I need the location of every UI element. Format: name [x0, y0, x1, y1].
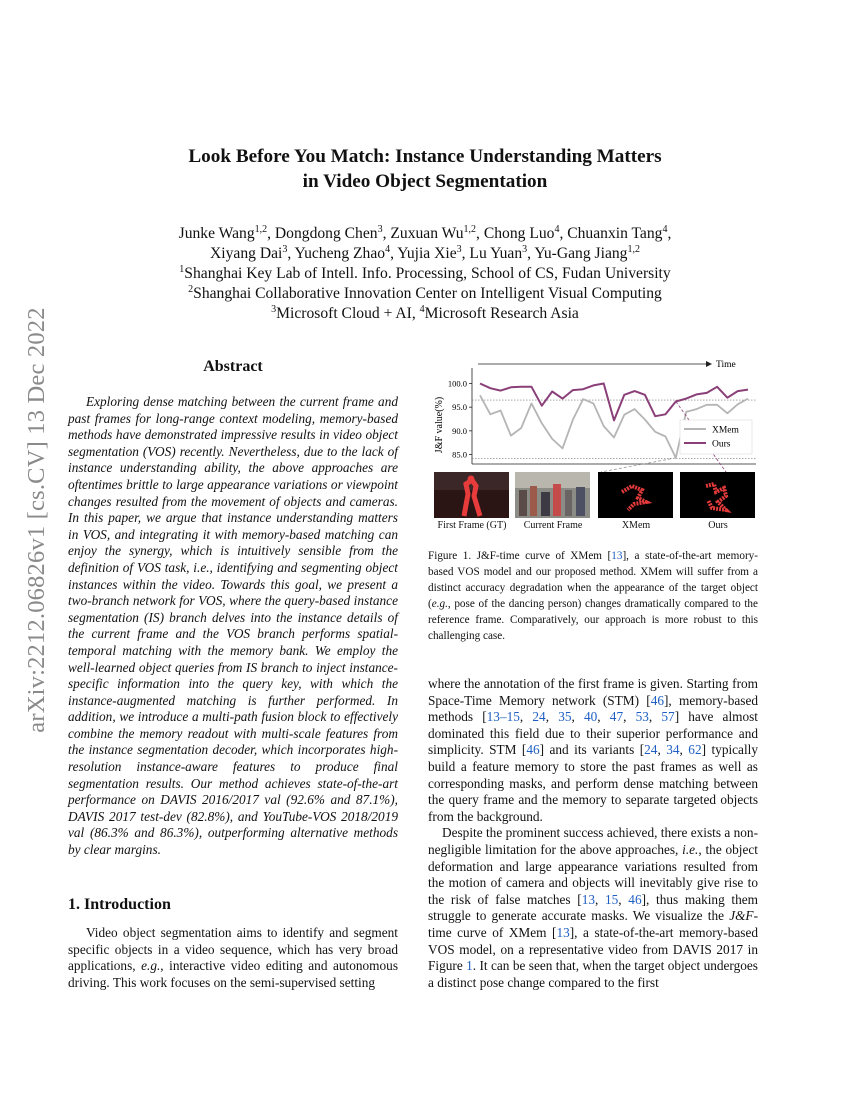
- affil-number: 1: [179, 264, 185, 275]
- pointer-xmem: [601, 458, 676, 472]
- text-run: e.g.: [431, 598, 448, 610]
- label-first-frame: First Frame (GT): [437, 520, 507, 531]
- text-run: Despite the prominent success achieved, there exists a non-negligible limitation for the above approaches,: [428, 825, 758, 857]
- author-name: , Chong Luo: [476, 225, 555, 242]
- text-run: Figure 1. J&F-time curve of XMem [: [428, 550, 612, 562]
- text-run: ], memory-based methods [: [428, 692, 759, 725]
- text-run: ,: [597, 709, 610, 725]
- affil-text: Shanghai Collaborative Innovation Center on Intelligent Visual Computing: [193, 285, 662, 302]
- time-arrow-head: [706, 361, 712, 367]
- citation-link[interactable]: 24: [644, 742, 658, 758]
- citation-link[interactable]: 46: [650, 692, 664, 708]
- citation-link[interactable]: 13: [556, 924, 570, 940]
- author-affil: 1,2: [254, 224, 268, 235]
- thumb-current-frame: [515, 472, 590, 518]
- affil-number: 2: [188, 284, 194, 295]
- citation-link[interactable]: 57: [661, 709, 675, 725]
- title-line-2: in Video Object Segmentation: [302, 171, 548, 192]
- intro-paragraph: [68, 925, 398, 991]
- author-name: , Dongdong Chen: [267, 225, 378, 242]
- affil-number: 3: [271, 304, 277, 315]
- text-run: e.g.: [141, 958, 161, 974]
- title-line-1: Look Before You Match: Instance Understanding Matters: [188, 146, 662, 167]
- thumb-ours: [680, 472, 755, 518]
- arxiv-stamp: [22, 290, 52, 750]
- text-run: where the annotation of the first frame is given. Starting from Space-Time Memory network (STM) [: [428, 676, 758, 708]
- abstract-body: Exploring dense matching between the current frame and past frames for long-range context modeling, memory-based methods have demonstrated impressive results in video object segmentation (VOS) recently. Nevertheless, due to the lack of instance understanding ability, the above approaches are oftentimes brittle to large appearance variations or viewpoint changes resulted from the movement of objects and cameras. In this paper, we argue that instance understanding matters in VOS, and integrating it with memory-based matching can enjoy the synergy, which is intuitively sensible from the definition of VOS task, i.e., identifying and segmenting object instances within the video. Towards this goal, we present a two-branch network for VOS, where the query-based instance segmentation (IS) branch delves into the instance details of the current frame and the VOS branch performs spatial-temporal matching with the memory bank. We employ the well-learned object queries from IS branch to inject instance-specific information into the query key, with which the instance-augmented matching is further performed. In addition, we introduce a multi-path fusion block to effectively combine the memory readout with multi-scale features from the instance segmentation decoder, which incorporates high-resolution instance-aware features to produce final segmentation results. Our method achieves state-of-the-art performance on DAVIS 2016/2017 val (92.6% and 87.1%), DAVIS 2017 test-dev (82.8%), and YouTube-VOS 2018/2019 val (86.3% and 86.3%), outperforming alternative methods by clear margins.: [68, 394, 398, 858]
- author-affil: 4: [554, 224, 560, 235]
- author-affil: 4: [385, 244, 391, 255]
- text-run: . It can be seen that, when the target object undergoes a distinct pose change compared to the first: [428, 958, 758, 990]
- y-tick-label: 85.0: [452, 449, 467, 460]
- author-name: , Yu-Gang Jiang: [527, 245, 628, 262]
- author-affil: 3: [282, 244, 288, 255]
- affiliation-1: [90, 264, 760, 284]
- text-run: ,: [545, 709, 559, 725]
- affiliation-2: [90, 284, 760, 304]
- author-affil: 4: [662, 224, 668, 235]
- author-name: , Lu Yuan: [461, 245, 523, 262]
- text-run: ,: [595, 891, 605, 907]
- affil-text: Microsoft Cloud + AI,: [276, 305, 420, 322]
- crowd-figure: [576, 487, 585, 516]
- text-run: ], a state-of-the-art memory-based VOS model and our proposed method. XMem will suffer from a distinct accuracy degradation when the appearance of the target object (: [428, 550, 758, 610]
- chart-plot: [434, 360, 756, 472]
- label-current-frame: Current Frame: [523, 520, 583, 531]
- figure-1-caption: [428, 548, 758, 644]
- author-name: Xiyang Dai: [210, 245, 283, 262]
- citation-link[interactable]: 13: [581, 891, 595, 907]
- crowd-figure: [519, 490, 527, 516]
- author-affil: 3: [456, 244, 462, 255]
- citation-link[interactable]: 62: [688, 742, 702, 758]
- paragraph: [428, 825, 758, 991]
- series-line-ours: [480, 384, 748, 421]
- author-line-2: [90, 244, 760, 264]
- author-affil: 3: [377, 224, 383, 235]
- thumb-bg: [598, 472, 673, 518]
- affiliation-3: [90, 304, 760, 324]
- thumb-xmem: [598, 472, 673, 518]
- citation-link[interactable]: 15: [605, 891, 619, 907]
- author-block: [90, 224, 760, 324]
- citation-link[interactable]: 35: [558, 709, 572, 725]
- citation-link[interactable]: 47: [609, 709, 624, 725]
- author-name: Junke Wang: [178, 225, 255, 242]
- text-run: ] and its variants [: [539, 742, 645, 758]
- legend-label: Ours: [712, 439, 731, 450]
- text-run: ,: [648, 709, 662, 725]
- figure-link[interactable]: 1: [466, 958, 473, 974]
- citation-link[interactable]: 46: [526, 742, 540, 758]
- text-run: ,: [519, 709, 533, 725]
- author-name: , Yujia Xie: [390, 245, 457, 262]
- abstract-heading: Abstract: [203, 358, 263, 375]
- label-xmem: XMem: [621, 520, 651, 531]
- citation-link[interactable]: 46: [628, 891, 642, 907]
- citation-link[interactable]: 40: [584, 709, 598, 725]
- author-affil: 1,2: [627, 244, 640, 255]
- author-affil: 1,2: [463, 224, 477, 235]
- affil-text: Microsoft Research Asia: [424, 305, 579, 322]
- paper-title: [100, 144, 750, 194]
- text-run: , the object deformation and large appearance variations resulted from the motion of camera and objects will inevitably give rise to the risk of false matches [: [428, 841, 758, 907]
- y-axis-label: J&F value(%): [434, 396, 445, 454]
- x-axis-label: Time: [716, 360, 736, 370]
- crowd-figure: [553, 484, 561, 516]
- math-text: J&F: [729, 908, 754, 924]
- y-tick-label: 90.0: [452, 425, 467, 436]
- crowd-figure: [541, 492, 550, 516]
- arxiv-stamp-text: arXiv:2212.06826v1 [cs.CV] 13 Dec 2022: [23, 307, 50, 733]
- citation-link[interactable]: 53: [635, 709, 649, 725]
- author-name: , Yucheng Zhao: [287, 245, 386, 262]
- y-tick-label: 100.0: [447, 378, 467, 389]
- citation-link[interactable]: 34: [666, 742, 680, 758]
- text-run: ,: [618, 891, 629, 907]
- citation-link[interactable]: 13: [611, 550, 623, 562]
- text-run: -time curve of XMem [: [428, 908, 758, 940]
- paragraph: [428, 676, 758, 825]
- thumb-bg-band: [515, 472, 590, 488]
- author-name: , Zuxuan Wu: [382, 225, 464, 242]
- author-name: , Chuanxin Tang: [559, 225, 663, 242]
- crowd-figure: [565, 490, 572, 516]
- legend-label: XMem: [712, 425, 739, 436]
- citation-link[interactable]: 13–15: [486, 709, 520, 725]
- label-ours: Ours: [708, 520, 728, 531]
- text-run: ,: [657, 742, 667, 758]
- text-run: i.e.: [682, 841, 699, 857]
- text-run: ,: [571, 709, 584, 725]
- author-affil: 3: [522, 244, 528, 255]
- thumb-bg: [680, 472, 755, 518]
- text-run: ], a state-of-the-art memory-based VOS model, on a representative video from DAVIS 2017 in Figure: [428, 924, 758, 974]
- citation-link[interactable]: 24: [532, 709, 546, 725]
- text-run: , interactive video editing and autonomous driving. This work focuses on the semi-supervised setting: [68, 958, 398, 990]
- text-run: Video object segmentation aims to identify and segment specific objects in a video sequence, which has very broad applications,: [68, 925, 398, 974]
- right-column-text: [428, 676, 758, 991]
- thumb-first-frame: [434, 472, 509, 518]
- text-run: , pose of the dancing person) changes dramatically compared to the reference frame. Comparatively, our approach is more robust to this challenging case.: [428, 598, 758, 642]
- text-run: ], thus making them struggle to generate accurate masks. We visualize the: [428, 891, 758, 924]
- author-line-1: Junke Wang$^{1,2}$, Dongdong Chen$^3$, Zuxuan Wu$^{1,2}$, Chong Luo$^4$, Chuanxin Tang$^4$,: [178, 224, 672, 242]
- crowd-figure: [530, 486, 537, 516]
- dancer-head: [468, 476, 475, 483]
- text-run: ] have almost dominated this field due to their superior performance and simplicity. STM [: [428, 709, 759, 758]
- intro-heading: 1. Introduction: [68, 896, 171, 913]
- y-tick-label: 95.0: [452, 402, 467, 413]
- affil-number: 4: [419, 304, 425, 315]
- text-run: ,: [623, 709, 636, 725]
- affil-text: Shanghai Key Lab of Intell. Info. Processing, School of CS, Fudan University: [184, 265, 671, 282]
- text-run: ] typically build a feature memory to store the past frames as well as corresponding masks, and perform dense matching between the query frame and the memory to separate targeted objects from the background.: [428, 742, 758, 824]
- text-run: ,: [679, 742, 689, 758]
